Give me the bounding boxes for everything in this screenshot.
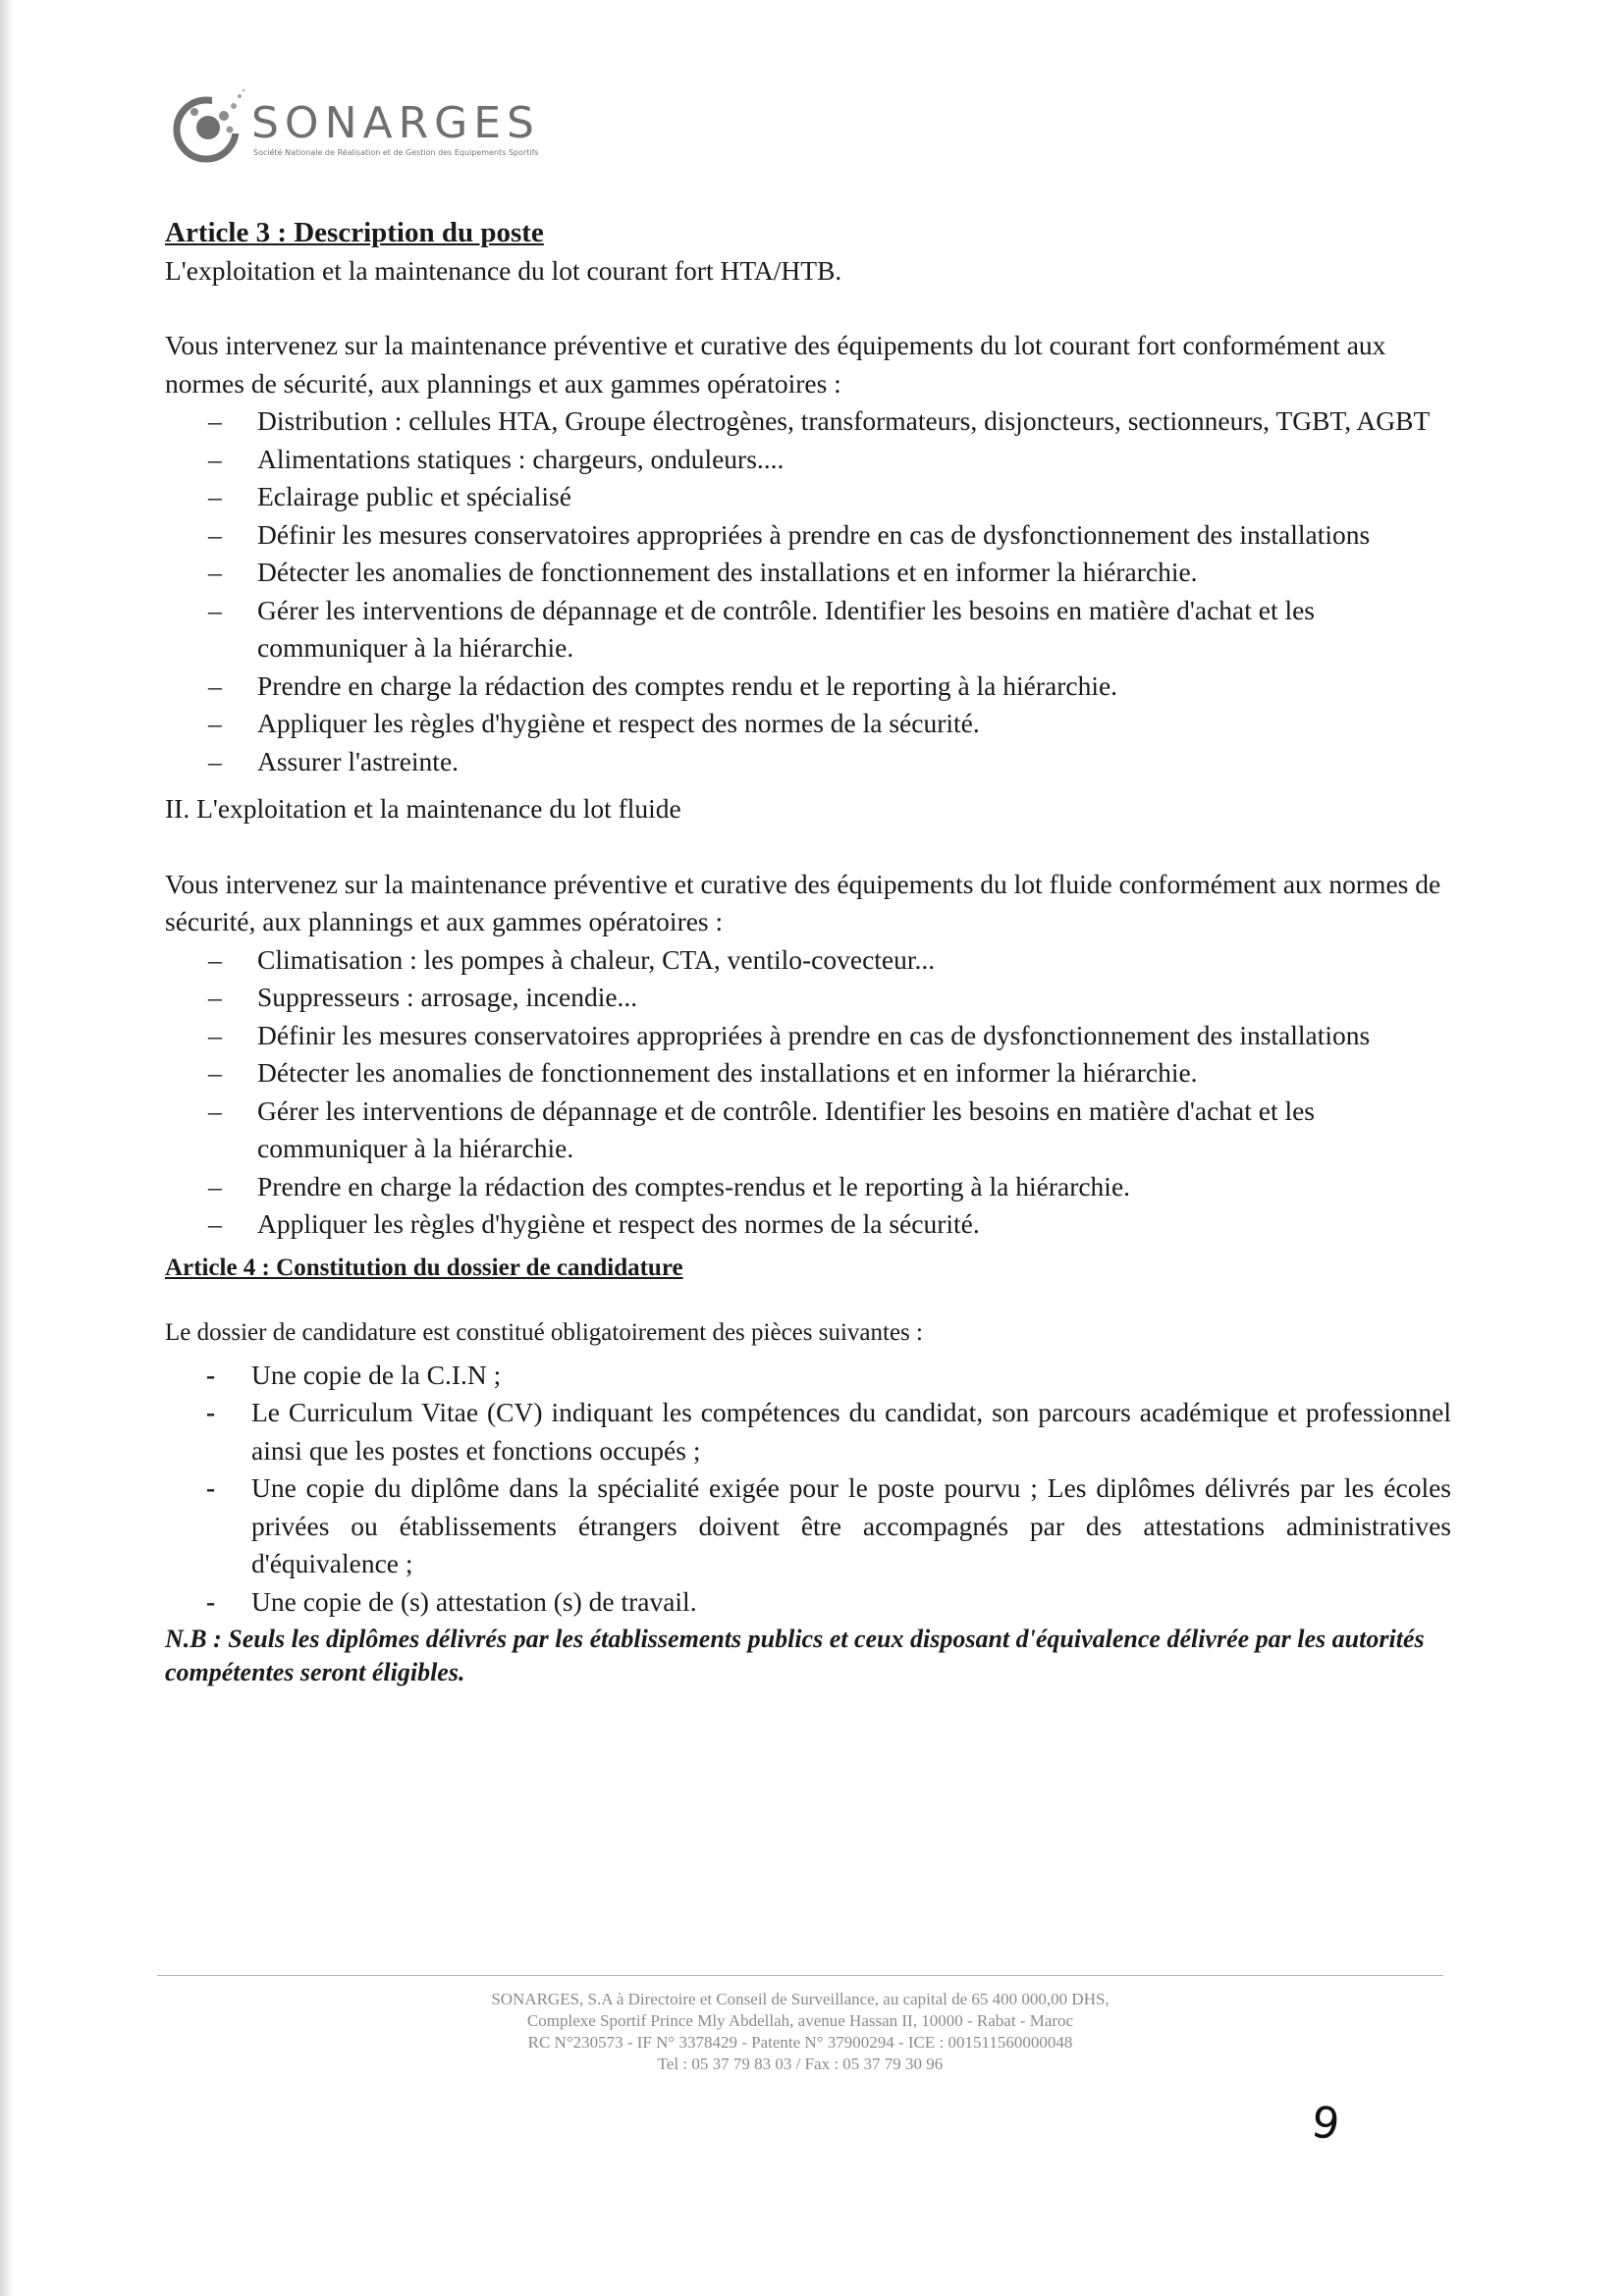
nota-bene: N.B : Seuls les diplômes délivrés par les établissements publics et ceux disposant d'équivalence délivrée par les autorités compétentes seront éligibles. (165, 1625, 1425, 1686)
list-item: - Le Curriculum Vitae (CV) indiquant les compétences du candidat, son parcours académique et professionnel ainsi que les postes et fonctions occupés ; (165, 1394, 1451, 1469)
footer-divider (157, 1975, 1443, 1976)
article-3-intro: L'exploitation et la maintenance du lot courant fort HTA/HTB. (165, 254, 842, 286)
footer-line-2: Complexe Sportif Prince Mly Abdellah, avenue Hassan II, 10000 - Rabat - Maroc (526, 2011, 1074, 2030)
list-item: – Assurer l'astreinte. (165, 743, 1451, 781)
list-item: - Une copie de (s) attestation (s) de travail. (165, 1583, 1451, 1622)
list-item: – Climatisation : les pompes à chaleur, CTA, ventilo-covecteur... (165, 941, 1451, 980)
footer (157, 1989, 1443, 2075)
list-item: - Une copie de la C.I.N ; (165, 1357, 1451, 1395)
list-item: – Détecter les anomalies de fonctionnement des installations et en informer la hiérarchie. (165, 554, 1451, 592)
section-1-intro: Vous intervenez sur la maintenance préventive et curative des équipements du lot courant fort conformément aux normes de sécurité, aux plannings et aux gammes opératoires : (165, 330, 1386, 399)
article-4-intro: Le dossier de candidature est constitué obligatoirement des pièces suivantes : (165, 1319, 923, 1346)
scan-edge-shadow (0, 0, 14, 2296)
section-1-list (165, 402, 1451, 780)
footer-line-1: SONARGES, S.A à Directoire et Conseil de Surveillance, au capital de 65 400 000,00 DHS, (491, 1990, 1110, 2008)
list-item: – Définir les mesures conservatoires appropriées à prendre en cas de dysfonctionnement des installations (165, 516, 1451, 555)
list-item: – Distribution : cellules HTA, Groupe électrogènes, transformateurs, disjoncteurs, sectionneurs, TGBT, AGBT (165, 402, 1451, 441)
article-4-list (165, 1357, 1451, 1622)
list-item: – Détecter les anomalies de fonctionnement des installations et en informer la hiérarchie. (165, 1054, 1451, 1093)
list-item: – Appliquer les règles d'hygiène et respect des normes de la sécurité. (165, 705, 1451, 743)
list-item: – Eclairage public et spécialisé (165, 478, 1451, 516)
document-body (165, 214, 1451, 1689)
page-number: 9 (1308, 2097, 1343, 2151)
section-2-list (165, 941, 1451, 1244)
list-item: – Définir les mesures conservatoires appropriées à prendre en cas de dysfonctionnement des installations (165, 1017, 1451, 1055)
section-2-title: II. L'exploitation et la maintenance du lot fluide (165, 793, 681, 824)
article-3-title: Article 3 : Description du poste (165, 217, 544, 248)
footer-line-4: Tel : 05 37 79 83 03 / Fax : 05 37 79 30 96 (657, 2055, 944, 2073)
logo-subtitle: Société Nationale de Réalisation et de Gestion des Equipements Sportifs (253, 148, 539, 157)
footer-line-3: RC N°230573 - IF N° 3378429 - Patente N° 37900294 - ICE : 001511560000048 (527, 2033, 1073, 2052)
list-item: – Appliquer les règles d'hygiène et respect des normes de la sécurité. (165, 1205, 1451, 1244)
company-logo (169, 86, 581, 194)
list-item: – Suppresseurs : arrosage, incendie... (165, 979, 1451, 1017)
logo-emblem-icon (169, 86, 251, 169)
list-item: – Gérer les interventions de dépannage et de contrôle. Identifier les besoins en matière d'achat et les communiquer à la hiérarchie. (165, 592, 1451, 667)
list-item: – Prendre en charge la rédaction des comptes-rendus et le reporting à la hiérarchie. (165, 1168, 1451, 1206)
list-item: – Gérer les interventions de dépannage et de contrôle. Identifier les besoins en matière d'achat et les communiquer à la hiérarchie. (165, 1093, 1451, 1168)
article-4-title: Article 4 : Constitution du dossier de candidature (165, 1254, 683, 1281)
list-item: – Alimentations statiques : chargeurs, onduleurs.... (165, 441, 1451, 479)
list-item: - Une copie du diplôme dans la spécialité exigée pour le poste pourvu ; Les diplômes délivrés par les écoles privées ou établissements étrangers doivent être accompagnés par des attestations administratives d'équivalence ; (165, 1469, 1451, 1583)
list-item: – Prendre en charge la rédaction des comptes rendu et le reporting à la hiérarchie. (165, 667, 1451, 706)
logo-wordmark: SONARGES (251, 98, 540, 148)
section-2-intro: Vous intervenez sur la maintenance préventive et curative des équipements du lot fluide conformément aux normes de sécurité, aux plannings et aux gammes opératoires : (165, 868, 1441, 936)
